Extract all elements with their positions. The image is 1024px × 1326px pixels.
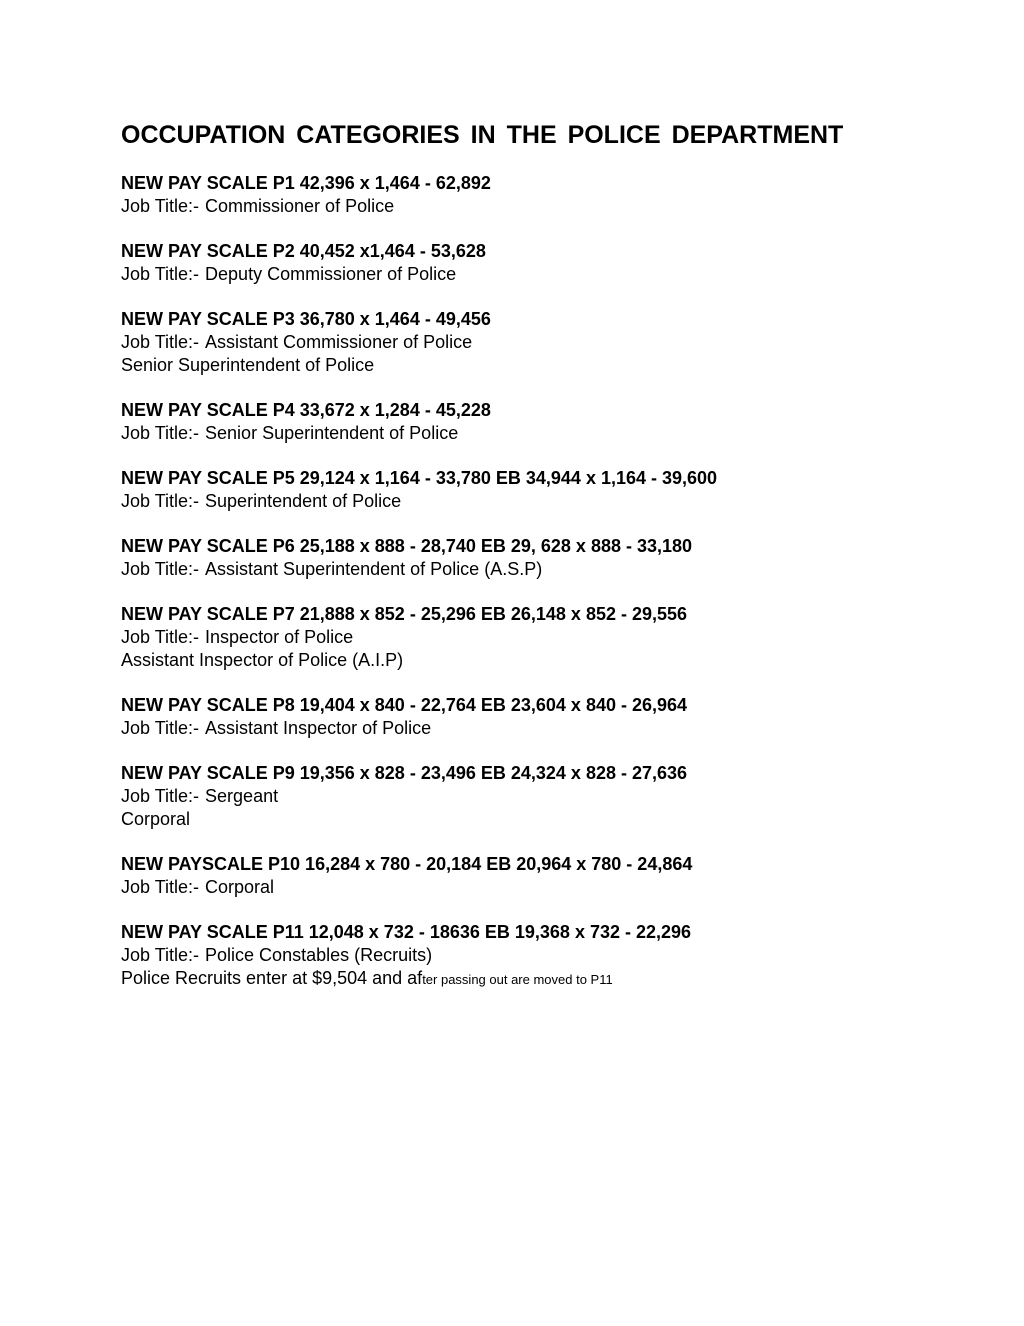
job-title-prefix: Job Title:- [121, 491, 200, 511]
job-title-value: Corporal [205, 877, 275, 897]
job-title-prefix: Job Title:- [121, 627, 200, 647]
document-title: OCCUPATION CATEGORIES IN THE POLICE DEPARTMENT [121, 121, 844, 149]
job-title-extra: Assistant Inspector of Police (A.I.P) [121, 650, 404, 670]
job-title-value: Assistant Superintendent of Police (A.S.P) [205, 559, 543, 579]
pay-scale-section [121, 694, 981, 740]
pay-scale-heading: NEW PAY SCALE P7 21,888 x 852 - 25,296 EB 26,148 x 852 - 29,556 [121, 604, 688, 624]
recruit-note [121, 967, 981, 991]
job-title-line [121, 195, 981, 218]
job-title-prefix: Job Title:- [121, 945, 200, 965]
job-title-line [121, 490, 981, 513]
job-title-value: Police Constables (Recruits) [205, 945, 433, 965]
job-title-value: Commissioner of Police [205, 196, 395, 216]
job-title-value: Assistant Inspector of Police [205, 718, 432, 738]
job-title-line [121, 558, 981, 581]
pay-scale-heading: NEW PAY SCALE P4 33,672 x 1,284 - 45,228 [121, 400, 491, 420]
job-title-value: Sergeant [205, 786, 279, 806]
job-title-value: Superintendent of Police [205, 491, 402, 511]
pay-scale-heading: NEW PAY SCALE P9 19,356 x 828 - 23,496 EB 24,324 x 828 - 27,636 [121, 763, 688, 783]
document-page [121, 118, 981, 991]
job-title-value: Inspector of Police [205, 627, 354, 647]
recruit-note-small: ter passing out are moved to P11 [422, 972, 613, 987]
job-title-line [121, 422, 981, 445]
job-title-line [121, 785, 981, 808]
job-title-line [121, 263, 981, 286]
pay-scale-heading: NEW PAY SCALE P3 36,780 x 1,464 - 49,456 [121, 309, 491, 329]
job-title-prefix: Job Title:- [121, 264, 200, 284]
job-title-prefix: Job Title:- [121, 332, 200, 352]
job-title-prefix: Job Title:- [121, 196, 200, 216]
job-title-prefix: Job Title:- [121, 786, 200, 806]
pay-scale-section [121, 603, 981, 672]
job-title-line [121, 626, 981, 649]
pay-scale-section [121, 853, 981, 899]
job-title-line [121, 717, 981, 740]
job-title-prefix: Job Title:- [121, 877, 200, 897]
job-title-extra: Corporal [121, 809, 191, 829]
pay-scale-heading: NEW PAY SCALE P6 25,188 x 888 - 28,740 EB 29, 628 x 888 - 33,180 [121, 536, 693, 556]
job-title-line [121, 876, 981, 899]
job-title-line [121, 331, 981, 354]
pay-scale-list [121, 172, 981, 967]
pay-scale-section [121, 240, 981, 286]
job-title-line [121, 944, 981, 967]
pay-scale-section [121, 762, 981, 831]
pay-scale-section [121, 467, 981, 513]
job-title-value: Assistant Commissioner of Police [205, 332, 473, 352]
pay-scale-section [121, 172, 981, 218]
pay-scale-section [121, 535, 981, 581]
pay-scale-heading: NEW PAYSCALE P10 16,284 x 780 - 20,184 EB 20,964 x 780 - 24,864 [121, 854, 693, 874]
job-title-value: Deputy Commissioner of Police [205, 264, 457, 284]
job-title-prefix: Job Title:- [121, 718, 200, 738]
pay-scale-section [121, 308, 981, 377]
pay-scale-section [121, 399, 981, 445]
pay-scale-heading: NEW PAY SCALE P2 40,452 x1,464 - 53,628 [121, 241, 486, 261]
pay-scale-heading: NEW PAY SCALE P5 29,124 x 1,164 - 33,780 EB 34,944 x 1,164 - 39,600 [121, 468, 718, 488]
job-title-prefix: Job Title:- [121, 559, 200, 579]
job-title-value: Senior Superintendent of Police [205, 423, 459, 443]
pay-scale-heading: NEW PAY SCALE P11 12,048 x 732 - 18636 EB 19,368 x 732 - 22,296 [121, 922, 692, 942]
recruit-note-main: Police Recruits enter at $9,504 and af [121, 968, 423, 988]
pay-scale-heading: NEW PAY SCALE P8 19,404 x 840 - 22,764 EB 23,604 x 840 - 26,964 [121, 695, 688, 715]
pay-scale-heading: NEW PAY SCALE P1 42,396 x 1,464 - 62,892 [121, 173, 491, 193]
job-title-prefix: Job Title:- [121, 423, 200, 443]
job-title-extra: Senior Superintendent of Police [121, 355, 375, 375]
pay-scale-section [121, 921, 981, 967]
